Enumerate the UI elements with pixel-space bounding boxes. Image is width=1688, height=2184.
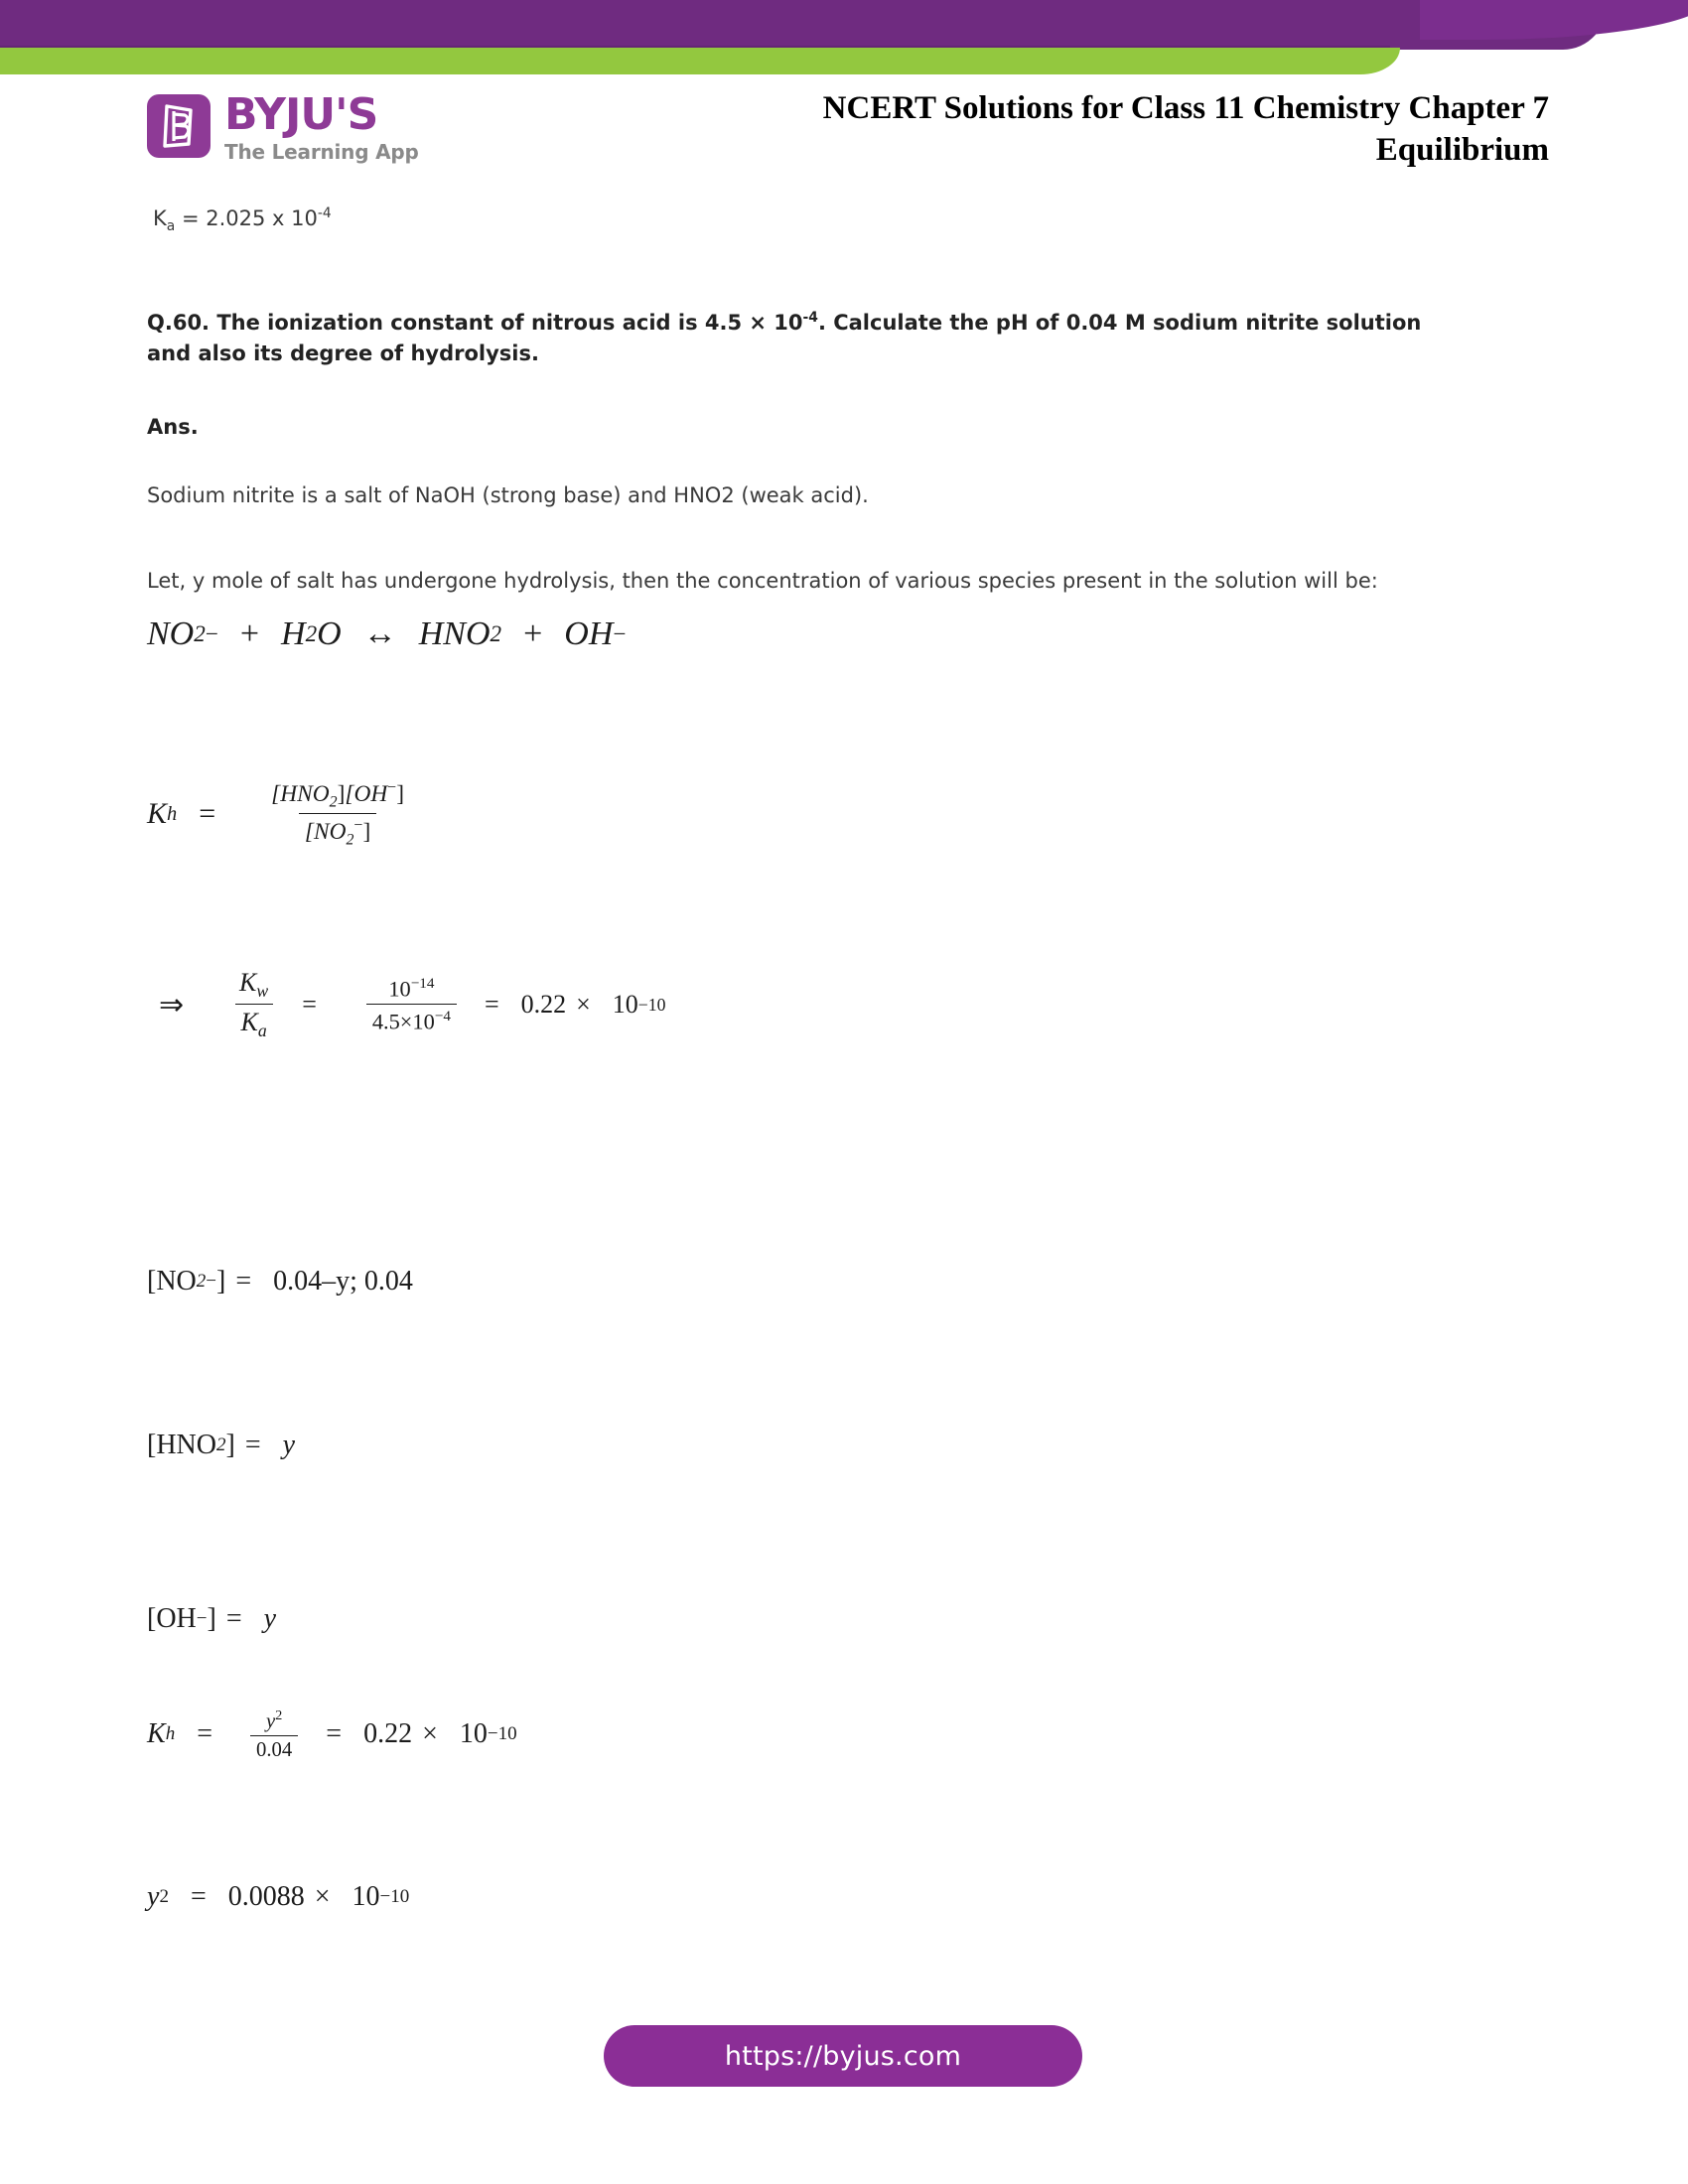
kh-numerator — [265, 779, 410, 813]
hno2-equals: = — [244, 1430, 261, 1460]
kw-ka-equals-2: = — [484, 990, 499, 1020]
kw-subscript: w — [256, 981, 269, 1002]
hno2-subscript: 2 — [216, 1434, 226, 1455]
page-content — [147, 204, 1547, 596]
oh-value: y — [263, 1603, 277, 1634]
numeric-num-base: 10 — [388, 976, 411, 1002]
no2-value: 0.04–y; 0.04 — [273, 1266, 413, 1297]
kw-ka-result-mantissa: 0.22 — [520, 990, 567, 1020]
equation-kw-over-ka — [159, 968, 665, 1041]
numeric-denominator — [366, 1004, 457, 1034]
kw-ka-times: × — [576, 990, 591, 1020]
footer-url-button[interactable] — [604, 2025, 1082, 2087]
implies-arrow: ⇒ — [159, 988, 185, 1022]
kh-fraction — [265, 779, 410, 850]
y-squared-times: × — [314, 1881, 331, 1912]
kh-value-numerator — [260, 1707, 288, 1735]
kh-den-no2: [NO — [304, 819, 347, 846]
ka-symbol: K — [153, 206, 167, 230]
reaction-reactant-2-rest: O — [317, 615, 342, 652]
reaction-product-1-sub: 2 — [490, 620, 502, 647]
reaction-reactant-2-sub: 2 — [305, 620, 318, 647]
kh-value-equals-1: = — [197, 1718, 212, 1750]
kw-ka-result-exponent: −10 — [637, 994, 666, 1015]
byjus-logo[interactable] — [147, 89, 419, 164]
numeric-fraction — [366, 975, 457, 1035]
hydrolysis-paragraph: Let, y mole of salt has undergone hydrolysis, then the concentration of various species present in the solution will be: — [147, 569, 1378, 594]
ka-subscript: a — [166, 218, 176, 235]
reaction-plus-1: + — [239, 615, 260, 652]
question-exponent: -4 — [802, 310, 818, 327]
kh-num-hno2-sub: 2 — [329, 793, 338, 811]
ka-exponent: -4 — [317, 205, 332, 221]
kh-value-result-exponent: −10 — [487, 1723, 517, 1745]
hno2-bracket-close: ] — [225, 1430, 235, 1460]
oh-bracket-open: [OH — [147, 1603, 197, 1634]
kw-symbol: K — [239, 968, 257, 997]
kh-num-hno2: [HNO — [271, 780, 330, 807]
logo-text-block — [224, 89, 419, 164]
equation-no2-concentration — [147, 1266, 413, 1297]
kh-value-fraction — [250, 1707, 298, 1762]
answer-label: Ans. — [147, 415, 199, 440]
y-squared-exponent: 2 — [159, 1886, 169, 1907]
ka-equals-value: = 2.025 x 10 — [175, 206, 318, 230]
question-number: Q.60. — [147, 311, 211, 336]
salt-statement: Sodium nitrite is a salt of NaOH (strong base) and HNO2 (weak acid). — [147, 482, 869, 507]
kw-numerator — [233, 968, 274, 1004]
kh-equals: = — [199, 797, 216, 831]
logo-wordmark: BYJU'S — [224, 89, 378, 140]
equation-hno2-concentration — [147, 1430, 295, 1461]
reaction-reactant-1-sub: 2 — [194, 620, 206, 647]
reaction-product-2: OH — [564, 615, 614, 652]
reaction-product-2-charge: − — [613, 620, 627, 647]
ka-denominator — [235, 1004, 273, 1041]
equation-y-squared — [147, 1881, 409, 1913]
kw-ka-equals-1: = — [302, 990, 317, 1020]
y-squared-symbol: y — [147, 1881, 160, 1912]
equation-reaction — [147, 615, 626, 653]
byjus-b-mark-icon — [147, 94, 211, 158]
numeric-den-exponent: −4 — [434, 1008, 451, 1025]
kw-ka-result-base: 10 — [612, 990, 638, 1020]
document-title — [556, 87, 1549, 171]
y-squared-result-base: 10 — [352, 1881, 380, 1912]
footer-url-label: https://byjus.com — [724, 2040, 962, 2072]
kh-num-oh-charge: − — [387, 779, 397, 796]
document-title-line-2: Equilibrium — [1375, 132, 1549, 169]
kh-subscript: h — [167, 802, 178, 825]
hno2-bracket-open: [HNO — [147, 1430, 216, 1460]
oh-equals: = — [225, 1603, 242, 1634]
no2-equals: = — [235, 1266, 252, 1297]
kh-value-result-base: 10 — [459, 1718, 488, 1750]
purple-band — [0, 0, 1609, 50]
kh-value-times: × — [422, 1718, 438, 1750]
kh-num-hno2-close: ] — [337, 780, 346, 807]
logo-tagline: The Learning App — [224, 139, 419, 164]
y-squared-result-mantissa: 0.0088 — [227, 1881, 305, 1912]
question-text-part-2: . Calculate the pH of 0.04 M sodium nitrite solution and also its degree of hydrolysis. — [147, 311, 1422, 365]
numeric-den-base: 4.5×10 — [371, 1009, 435, 1034]
header-decoration — [0, 0, 1688, 74]
ka-result-line — [153, 204, 1547, 236]
reaction-reactant-1-charge: − — [205, 620, 218, 647]
kh-num-oh: [OH — [345, 780, 388, 807]
y-squared-result-exponent: −10 — [379, 1886, 410, 1907]
oh-bracket-close: ] — [207, 1603, 216, 1634]
kh-den-no2-close: ] — [362, 819, 371, 846]
oh-charge: − — [196, 1608, 208, 1629]
equation-oh-concentration — [147, 1603, 276, 1635]
question-text-part-1: The ionization constant of nitrous acid is 4.5 × 10 — [210, 311, 803, 336]
no2-charge: − — [206, 1271, 217, 1292]
numeric-num-exponent: −14 — [410, 974, 435, 992]
ka-symbol-den: K — [240, 1008, 258, 1037]
reaction-reactant-2: H — [281, 615, 306, 652]
y-squared-equals: = — [190, 1881, 207, 1912]
kh-num-oh-close: ] — [396, 780, 405, 807]
kh-den-no2-sub: 2 — [346, 831, 354, 849]
no2-bracket-close: ] — [216, 1266, 226, 1297]
reaction-product-1: HNO — [418, 615, 491, 652]
question-block — [147, 308, 1458, 368]
kh-value-num-exponent: 2 — [275, 1707, 283, 1723]
reaction-equilibrium-arrow: ↔ — [362, 615, 397, 652]
equation-kh-value — [147, 1707, 517, 1762]
kh-value-denominator: 0.04 — [250, 1735, 298, 1762]
kh-symbol: K — [147, 797, 168, 831]
kh-value-equals-2: = — [326, 1718, 343, 1750]
reaction-reactant-1: NO — [147, 615, 195, 652]
numeric-numerator — [382, 975, 440, 1004]
green-band — [0, 48, 1400, 74]
kh-value-subscript: h — [165, 1723, 176, 1745]
kh-denominator — [299, 813, 376, 849]
hno2-value: y — [282, 1430, 296, 1460]
kh-value-symbol: K — [147, 1718, 166, 1750]
kh-den-no2-charge: − — [353, 817, 363, 835]
document-title-line-1: NCERT Solutions for Class 11 Chemistry Chapter 7 — [822, 90, 1549, 126]
equation-kh-definition — [147, 779, 416, 850]
kw-ka-fraction — [233, 968, 274, 1041]
ka-subscript-den: a — [257, 1021, 267, 1041]
no2-bracket-open: [NO — [147, 1266, 197, 1297]
purple-band-accent — [1420, 0, 1688, 40]
reaction-plus-2: + — [523, 615, 543, 652]
kh-value-num-y: y — [266, 1709, 276, 1732]
no2-subscript: 2 — [196, 1271, 207, 1292]
kh-value-result-mantissa: 0.22 — [363, 1718, 413, 1750]
